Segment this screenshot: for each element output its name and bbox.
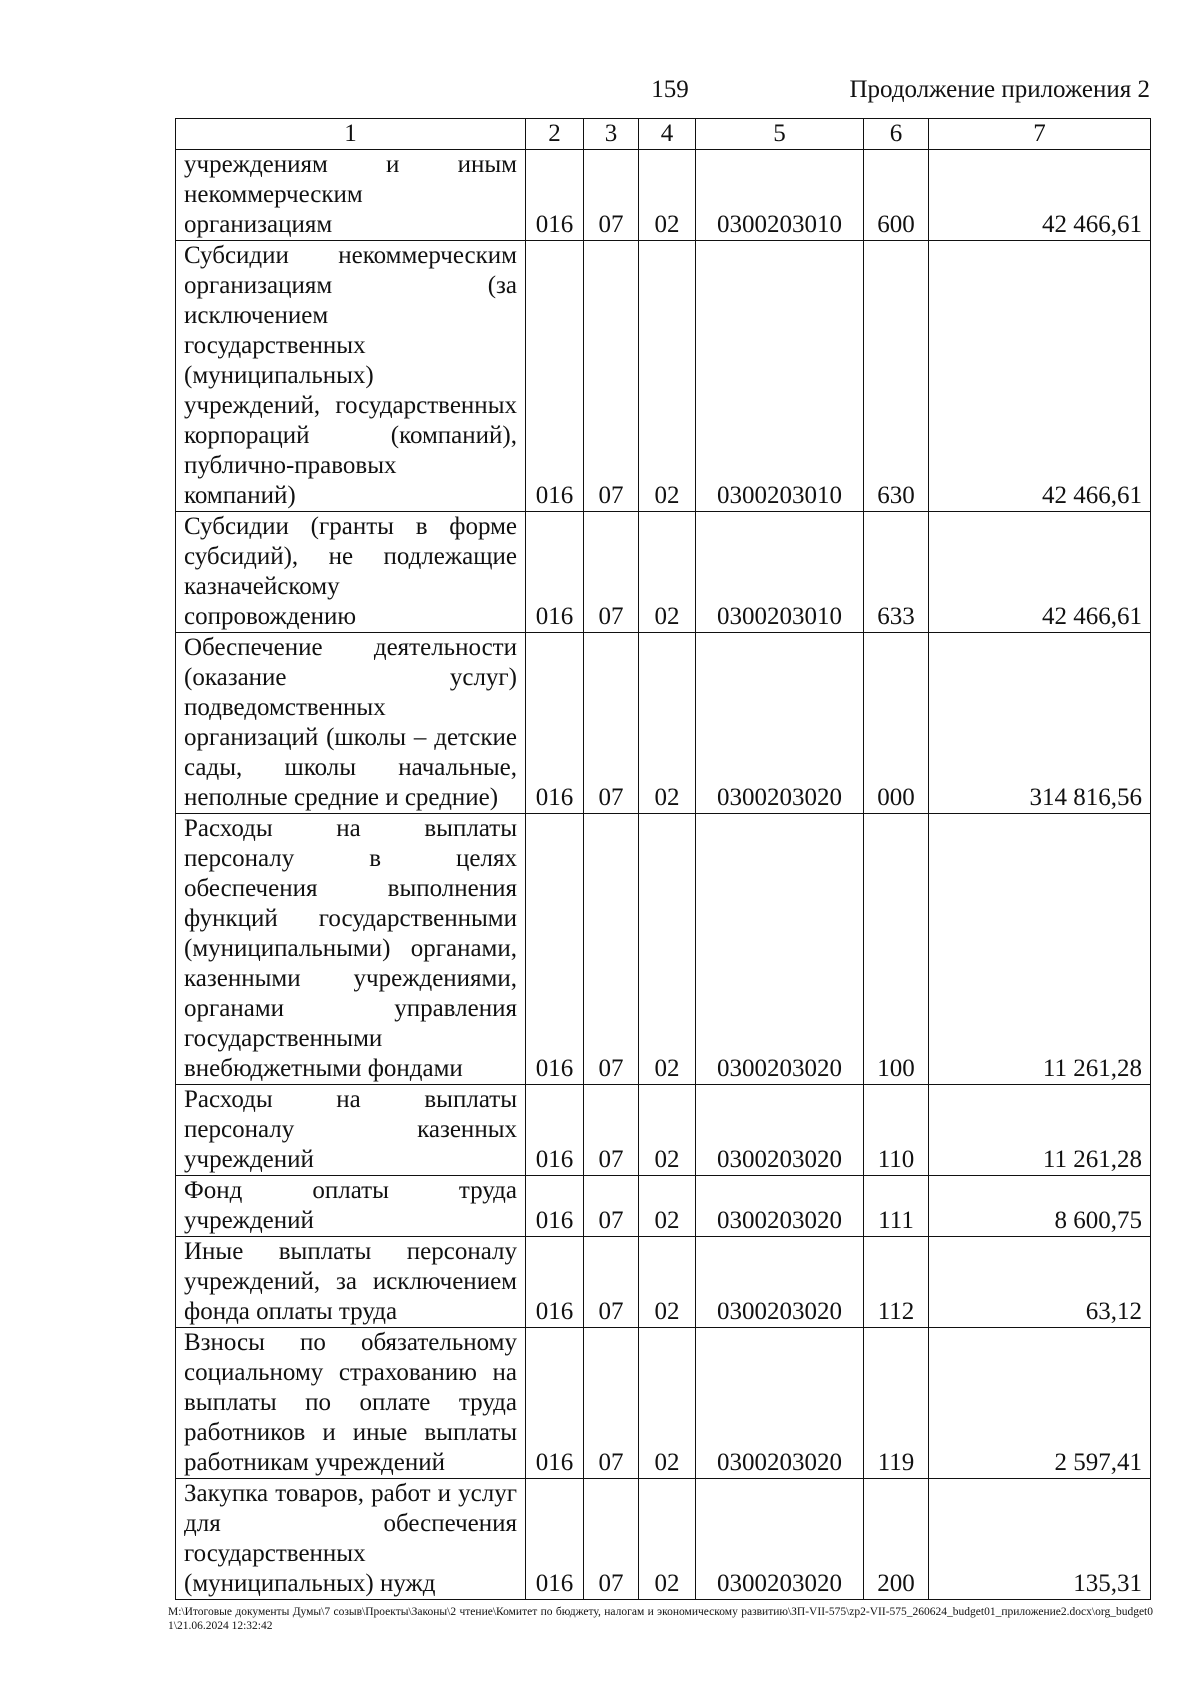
expense-name-line: Расходы на выплаты [184,815,517,842]
expense-name-line: выплаты по оплате труда [184,1389,517,1416]
column-header: 5 [696,119,864,150]
expense-name-line: компаний) [184,482,296,509]
expense-name-cell [176,1237,526,1328]
section-code-cell: 07 [584,150,639,241]
expense-name-line: (муниципальных) [184,362,374,389]
expense-name-line: публично-правовых [184,452,397,479]
expense-type-cell: 111 [864,1176,929,1237]
expense-name-line: некоммерческим [184,181,363,208]
table-row [176,1237,1151,1328]
section-code-cell: 07 [584,512,639,633]
expense-name-line: обеспечения выполнения [184,875,517,902]
target-article-cell: 0300203020 [696,1328,864,1479]
target-article-cell: 0300203010 [696,150,864,241]
target-article-cell: 0300203020 [696,633,864,814]
ministry-code-cell: 016 [526,512,584,633]
expense-name-line: фонда оплаты труда [184,1298,398,1325]
target-article-cell: 0300203020 [696,1237,864,1328]
expense-name-line: государственных [184,1540,366,1567]
table-row [176,1176,1151,1237]
expense-name-line: работников и иные выплаты [184,1419,517,1446]
subsection-code-cell: 02 [639,1237,696,1328]
subsection-code-cell: 02 [639,150,696,241]
target-article-cell: 0300203020 [696,1085,864,1176]
expense-name-line: учреждений, государственных [184,392,517,419]
column-header: 4 [639,119,696,150]
column-header: 2 [526,119,584,150]
expense-name-line: для обеспечения [184,1510,517,1537]
expense-name-cell [176,814,526,1085]
file-path-footer: M:\Итоговые документы Думы\7 созыв\Проекты\Законы\2 чтение\Комитет по бюджету, налогам и экономическому развитию\ЗП-VII-575\zp2-VII-575_260624_budget01_приложение2.docx\org_budget01\21.06.2024 12:32:42 [168,1606,1153,1632]
column-header: 1 [176,119,526,150]
expense-name-line: сопровождению [184,603,357,630]
table-row [176,1479,1151,1600]
expense-name-line: Закупка товаров, работ и услуг [184,1480,517,1507]
subsection-code-cell: 02 [639,1176,696,1237]
expense-name-line: казенными учреждениями, [184,965,517,992]
expense-name-line: исключением [184,302,329,329]
expense-name-line: Взносы по обязательному [184,1329,517,1356]
section-code-cell: 07 [584,814,639,1085]
column-header: 7 [929,119,1151,150]
subsection-code-cell: 02 [639,241,696,512]
expense-type-cell: 112 [864,1237,929,1328]
subsection-code-cell: 02 [639,1085,696,1176]
section-code-cell: 07 [584,1085,639,1176]
expense-name-line: (муниципальных) нужд [184,1570,436,1597]
expense-name-line: государственными [184,1025,383,1052]
expense-name-line: учреждений [184,1146,314,1173]
amount-cell: 42 466,61 [929,241,1151,512]
table-row [176,1328,1151,1479]
expense-type-cell: 110 [864,1085,929,1176]
expense-name-line: Субсидии некоммерческим [184,242,517,269]
amount-cell: 11 261,28 [929,1085,1151,1176]
expense-name-line: государственных [184,332,366,359]
expense-name-line: казначейскому [184,573,340,600]
expense-type-cell: 600 [864,150,929,241]
expense-name-line: Обеспечение деятельности [184,634,517,661]
amount-cell: 314 816,56 [929,633,1151,814]
expense-name-cell [176,633,526,814]
amount-cell: 8 600,75 [929,1176,1151,1237]
expense-name-cell [176,1085,526,1176]
section-code-cell: 07 [584,1176,639,1237]
expense-name-cell [176,1328,526,1479]
expense-name-line: Расходы на выплаты [184,1086,517,1113]
ministry-code-cell: 016 [526,1479,584,1600]
section-code-cell: 07 [584,1237,639,1328]
expense-name-cell [176,512,526,633]
expense-name-line: Фонд оплаты труда [184,1177,517,1204]
ministry-code-cell: 016 [526,1176,584,1237]
expense-name-line: Субсидии (гранты в форме [184,513,517,540]
expense-name-line: организаций (школы – детские [184,724,517,751]
ministry-code-cell: 016 [526,1085,584,1176]
ministry-code-cell: 016 [526,1328,584,1479]
column-header: 3 [584,119,639,150]
subsection-code-cell: 02 [639,1479,696,1600]
target-article-cell: 0300203020 [696,1479,864,1600]
table-row [176,814,1151,1085]
subsection-code-cell: 02 [639,814,696,1085]
expense-name-line: Иные выплаты персоналу [184,1238,517,1265]
budget-table [175,118,1151,1600]
expense-name-line: внебюджетными фондами [184,1055,463,1082]
target-article-cell: 0300203010 [696,241,864,512]
expense-name-line: социальному страхованию на [184,1359,517,1386]
expense-name-line: организациям (за [184,272,517,299]
expense-name-line: учреждений [184,1207,314,1234]
expense-name-line: персоналу в целях [184,845,517,872]
target-article-cell: 0300203020 [696,814,864,1085]
expense-type-cell: 200 [864,1479,929,1600]
expense-name-cell [176,150,526,241]
expense-name-line: сады, школы начальные, [184,754,517,781]
amount-cell: 2 597,41 [929,1328,1151,1479]
expense-type-cell: 119 [864,1328,929,1479]
page-number: 159 [651,76,689,103]
expense-type-cell: 000 [864,633,929,814]
section-code-cell: 07 [584,1328,639,1479]
amount-cell: 42 466,61 [929,512,1151,633]
expense-name-line: неполные средние и средние) [184,784,499,811]
table-row [176,1085,1151,1176]
expense-name-line: (оказание услуг) [184,664,517,691]
ministry-code-cell: 016 [526,633,584,814]
expense-name-line: учреждений, за исключением [184,1268,517,1295]
table-row [176,241,1151,512]
expense-name-line: организациям [184,211,333,238]
expense-name-line: подведомственных [184,694,386,721]
subsection-code-cell: 02 [639,633,696,814]
column-header: 6 [864,119,929,150]
expense-name-line: (муниципальными) органами, [184,935,517,962]
expense-name-line: учреждениям и иным [184,151,517,178]
ministry-code-cell: 016 [526,241,584,512]
expense-name-line: субсидий), не подлежащие [184,543,517,570]
table-row [176,633,1151,814]
amount-cell: 63,12 [929,1237,1151,1328]
section-code-cell: 07 [584,241,639,512]
expense-name-line: функций государственными [184,905,517,932]
expense-type-cell: 100 [864,814,929,1085]
amount-cell: 135,31 [929,1479,1151,1600]
continuation-label: Продолжение приложения 2 [849,76,1150,103]
amount-cell: 42 466,61 [929,150,1151,241]
expense-name-cell [176,1479,526,1600]
section-code-cell: 07 [584,1479,639,1600]
expense-name-line: органами управления [184,995,517,1022]
header-row [176,119,1151,150]
expense-type-cell: 630 [864,241,929,512]
expense-name-line: корпораций (компаний), [184,422,517,449]
table-row [176,512,1151,633]
expense-name-cell [176,241,526,512]
table-row [176,150,1151,241]
expense-name-line: персоналу казенных [184,1116,517,1143]
expense-name-cell [176,1176,526,1237]
ministry-code-cell: 016 [526,814,584,1085]
expense-type-cell: 633 [864,512,929,633]
section-code-cell: 07 [584,633,639,814]
amount-cell: 11 261,28 [929,814,1151,1085]
subsection-code-cell: 02 [639,512,696,633]
subsection-code-cell: 02 [639,1328,696,1479]
target-article-cell: 0300203020 [696,1176,864,1237]
target-article-cell: 0300203010 [696,512,864,633]
expense-name-line: работникам учреждений [184,1449,445,1476]
ministry-code-cell: 016 [526,1237,584,1328]
ministry-code-cell: 016 [526,150,584,241]
